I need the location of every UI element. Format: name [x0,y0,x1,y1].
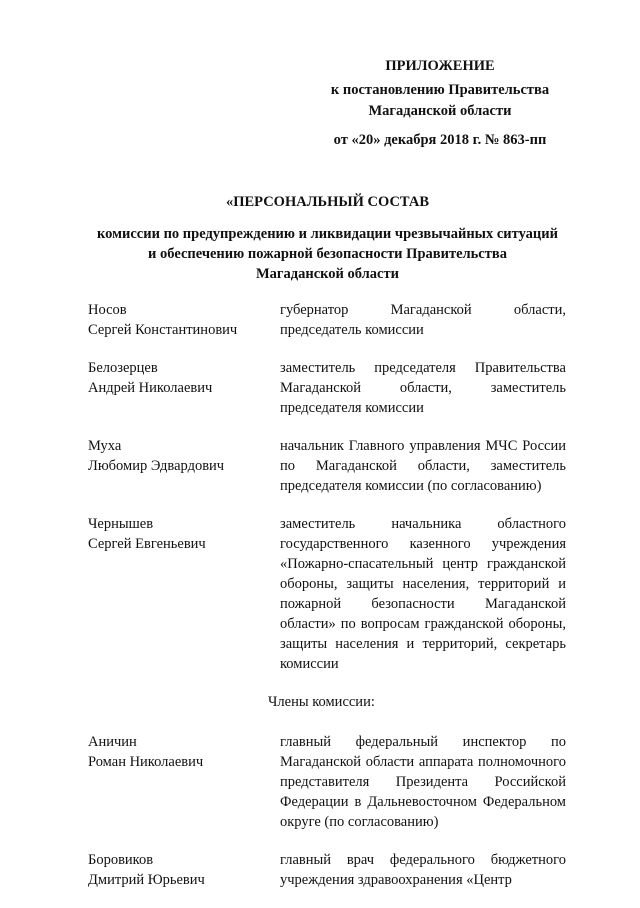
member-name [88,358,280,418]
member-surname: Носов [88,302,127,318]
member-role: главный федеральный инспектор по Магаданской области аппарата полномочного представителя Президента Российской Федерации в Дальневосточном Федеральном округе (по согласованию) [280,734,566,830]
member-entry [88,300,568,340]
member-entry [88,358,568,418]
member-name [88,850,280,890]
appendix-date: от «20» декабря 2018 г. № 863-пп [333,132,547,148]
title-sub-line-3: Магаданской области [256,266,399,282]
member-surname: Чернышев [88,516,154,532]
member-name [88,514,280,674]
members-list [88,300,568,908]
appendix-line-2: Магаданской области [368,103,512,119]
member-role: начальник Главного управления МЧС России по Магаданской области, заместитель председателя комиссии (по согласованию) [280,438,566,494]
member-name [88,732,280,832]
member-entry [88,732,568,832]
member-surname: Боровиков [88,852,154,868]
title-sub-line-2: и обеспечению пожарной безопасности Правительства [148,246,507,262]
member-surname: Аничин [88,734,137,750]
document-title [85,192,570,284]
member-role: главный врач федерального бюджетного учреждения здравоохранения «Центр [280,852,566,888]
appendix-header [310,56,570,151]
member-given-name: Сергей Константинович [88,322,238,338]
member-entry [88,850,568,890]
member-role: заместитель начальника областного государственного казенного учреждения «Пожарно-спасательный центр гражданской обороны, защиты населения, территорий и пожарной безопасности Магаданской области» по вопросам гражданской обороны, защиты населения и территорий, секретарь комиссии [280,516,566,672]
title-main: «ПЕРСОНАЛЬНЫЙ СОСТАВ [225,194,430,210]
member-given-name: Роман Николаевич [88,754,204,770]
member-role: губернатор Магаданской области, председатель комиссии [280,302,566,338]
member-given-name: Андрей Николаевич [88,380,213,396]
member-given-name: Дмитрий Юрьевич [88,872,205,888]
member-given-name: Любомир Эдвардович [88,458,225,474]
appendix-heading: ПРИЛОЖЕНИЕ [385,58,495,74]
member-given-name: Сергей Евгеньевич [88,536,206,552]
member-entry [88,514,568,674]
appendix-line-1: к постановлению Правительства [330,82,550,98]
member-name [88,300,280,340]
members-section-heading: Члены комиссии: [268,694,375,710]
member-name [88,436,280,496]
title-sub-line-1: комиссии по предупреждению и ликвидации чрезвычайных ситуаций [97,226,558,242]
member-surname: Муха [88,438,122,454]
member-surname: Белозерцев [88,360,158,376]
member-role: заместитель председателя Правительства Магаданской области, заместитель председателя комиссии [280,360,566,416]
member-entry [88,436,568,496]
